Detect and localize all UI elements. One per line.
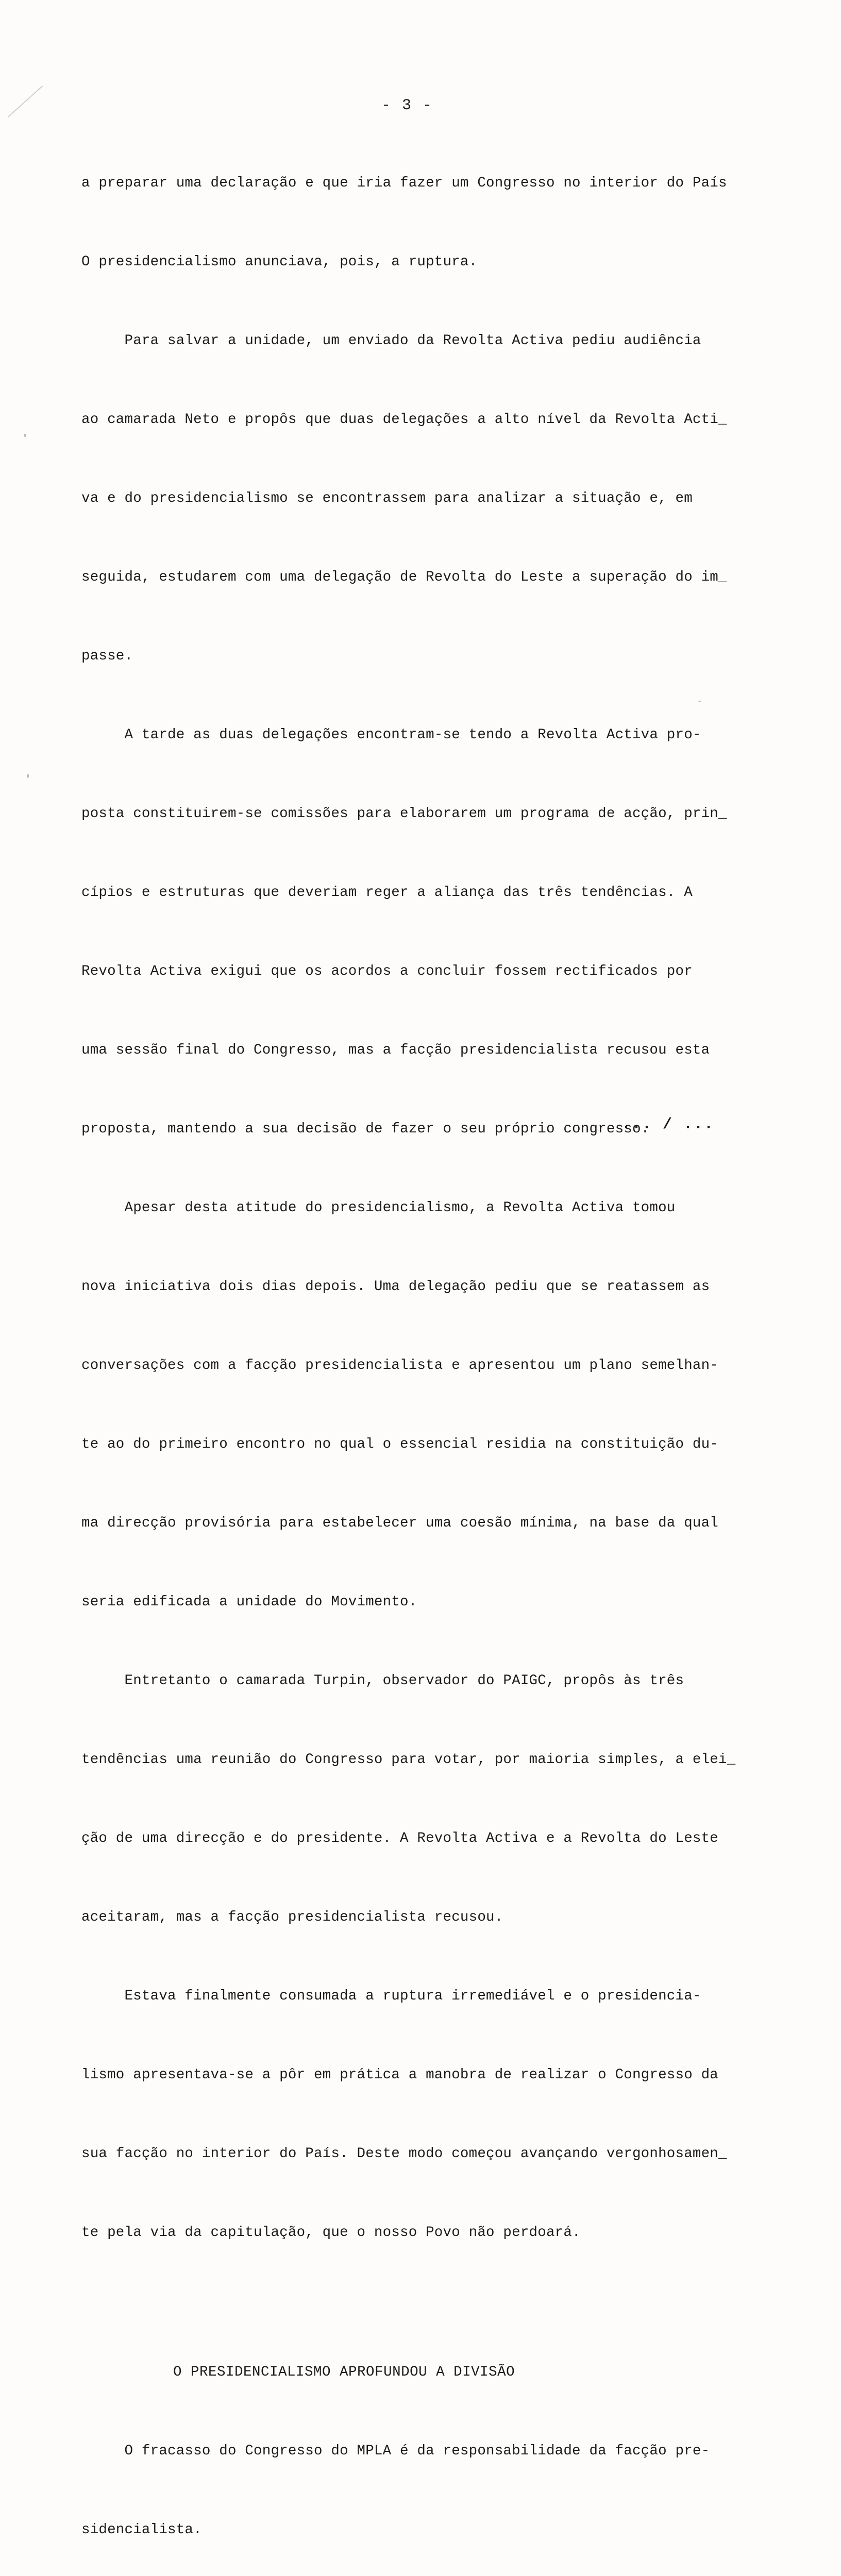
body-line: sua facção no interior do País. Deste modo começou avançando vergonhosamen_: [81, 2146, 727, 2162]
document-body: [81, 117, 782, 2576]
body-line: nova iniciativa dois dias depois. Uma delegação pediu que se reatassem as: [81, 1279, 710, 1295]
body-line: lismo apresentava-se a pôr em prática a manobra de realizar o Congresso da: [81, 2067, 718, 2083]
body-line: ção de uma direcção e do presidente. A Revolta Activa e a Revolta do Leste: [81, 1831, 718, 1846]
body-line: O fracasso do Congresso do MPLA é da responsabilidade da facção pre-: [81, 2443, 710, 2459]
scan-speck: [27, 774, 29, 778]
body-line: cípios e estruturas que deveriam reger a aliança das três tendências. A: [81, 885, 693, 901]
body-line: seria edificada a unidade do Movimento.: [81, 1594, 417, 1610]
body-line: posta constituirem-se comissões para elaborarem um programa de acção, prin_: [81, 806, 727, 822]
body-line: ma direcção provisória para estabelecer uma coesão mínima, na base da qual: [81, 1515, 718, 1531]
body-line: aceitaram, mas a facção presidencialista recusou.: [81, 1909, 503, 1925]
section-gap: [81, 2298, 782, 2307]
body-line: tendências uma reunião do Congresso para votar, por maioria simples, a elei_: [81, 1752, 736, 1768]
body-line: seguida, estudarem com uma delegação de Revolta do Leste a superação do im_: [81, 569, 727, 585]
body-line: a preparar uma declaração e que iria fazer um Congresso no interior do País: [81, 175, 727, 191]
scan-speck: [24, 434, 26, 437]
body-line: ao camarada Neto e propôs que duas delegações a alto nível da Revolta Acti_: [81, 412, 727, 428]
body-line: O presidencialismo anunciava, pois, a ruptura.: [81, 254, 478, 270]
body-line: proposta, mantendo a sua decisão de fazer o seu próprio congresso.: [81, 1121, 650, 1137]
body-line: Entretanto o camarada Turpin, observador do PAIGC, propôs às três: [81, 1673, 684, 1689]
body-line: Revolta Activa exigui que os acordos a concluir fossem rectificados por: [81, 963, 693, 979]
body-line: Apesar desta atitude do presidencialismo, a Revolta Activa tomou: [81, 1200, 676, 1216]
body-line: uma sessão final do Congresso, mas a facção presidencialista recusou esta: [81, 1042, 710, 1058]
body-line: Estava finalmente consumada a ruptura irremediável e o presidencia-: [81, 1988, 701, 2004]
continuation-marker: ... / ...: [621, 1116, 715, 1133]
body-line: va e do presidencialismo se encontrassem para analizar a situação e, em: [81, 490, 693, 506]
section-heading: O PRESIDENCIALISMO APROFUNDOU A DIVISÃO: [173, 2364, 515, 2380]
body-line: te pela via da capitulação, que o nosso Povo não perdoará.: [81, 2225, 581, 2241]
body-line: passe.: [81, 648, 133, 664]
body-line: A tarde as duas delegações encontram-se tendo a Revolta Activa pro-: [81, 727, 701, 743]
body-line: te ao do primeiro encontro no qual o essencial residia na constituição du-: [81, 1436, 718, 1452]
page-number: - 3 -: [381, 97, 433, 114]
body-line: Para salvar a unidade, um enviado da Revolta Activa pediu audiência: [81, 333, 701, 349]
body-line: sidencialista.: [81, 2522, 202, 2538]
scan-mark: [8, 86, 43, 117]
body-line: conversações com a facção presidencialista e apresentou um plano semelhan-: [81, 1358, 718, 1374]
